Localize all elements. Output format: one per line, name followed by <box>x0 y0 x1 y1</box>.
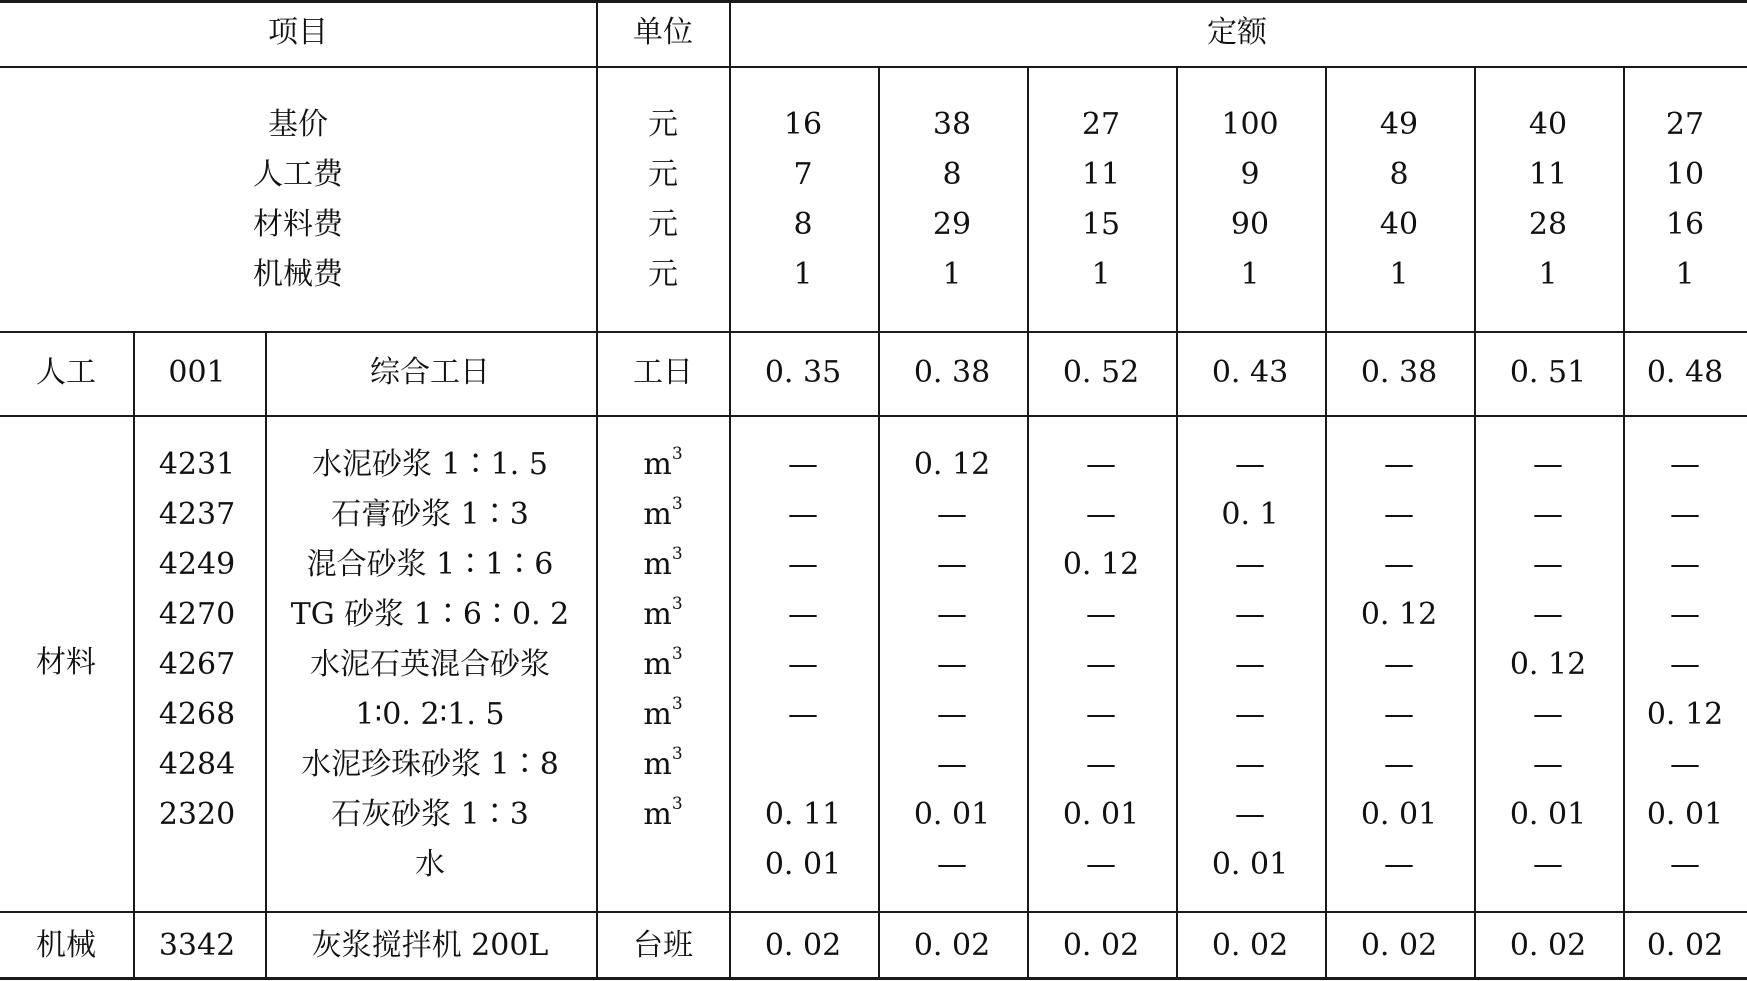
material-cell: 0. 12 <box>1360 597 1438 632</box>
material-column <box>1329 440 1469 890</box>
base-price-cell: 100 <box>1221 107 1279 142</box>
base-price-cell: 16 <box>783 107 823 142</box>
labor-value-cell: 0. 48 <box>1646 355 1724 390</box>
base-price-cell: 8 <box>1389 157 1409 192</box>
code-rule <box>265 331 267 979</box>
material-cell: — <box>1384 697 1414 732</box>
material-cell: — <box>1384 847 1414 882</box>
machinery-value-cell: 0. 02 <box>1211 928 1289 963</box>
labor-category: 人工 <box>36 355 96 390</box>
base-price-cell: 16 <box>1665 207 1705 242</box>
material-cell: — <box>1670 497 1700 532</box>
material-cell: — <box>1235 697 1265 732</box>
base-price-cell: 8 <box>793 207 813 242</box>
base-price-label: 材料费 <box>253 207 343 242</box>
col-rule-3 <box>1176 66 1178 979</box>
material-column <box>1031 440 1171 890</box>
category-rule <box>133 331 135 979</box>
material-cell: — <box>1533 747 1563 782</box>
material-column <box>1478 440 1618 890</box>
base-price-cell: 10 <box>1665 157 1705 192</box>
labor-unit: 工日 <box>633 355 693 390</box>
base-price-cell: 1 <box>1091 257 1111 292</box>
material-cell: 0. 12 <box>1062 547 1140 582</box>
col-rule-2 <box>1027 66 1029 979</box>
material-name: 石灰砂浆 1∶3 <box>331 797 529 832</box>
base-price-column <box>1478 100 1618 300</box>
base-price-label: 基价 <box>268 107 328 142</box>
base-price-cell: 28 <box>1528 207 1568 242</box>
base-price-cell: 9 <box>1240 157 1260 192</box>
base-price-label: 机械费 <box>253 257 343 292</box>
material-cell: 0. 11 <box>764 797 842 832</box>
base-price-cell: 1 <box>1538 257 1558 292</box>
material-cell: — <box>1235 447 1265 482</box>
material-cell: — <box>1533 497 1563 532</box>
base-price-cell: 15 <box>1081 207 1121 242</box>
base-price-unit: 元 <box>648 157 678 192</box>
material-name: TG 砂浆 1∶6∶0. 2 <box>290 597 570 632</box>
material-cell: — <box>1533 597 1563 632</box>
material-cell: 0. 01 <box>1646 797 1724 832</box>
base-price-column <box>1031 100 1171 300</box>
material-cell: — <box>1384 647 1414 682</box>
material-cell: 0. 01 <box>1360 797 1438 832</box>
base-price-labels <box>198 100 398 300</box>
materials-category: 材料 <box>36 645 96 680</box>
material-unit: $m^3$ <box>643 644 683 682</box>
base-price-unit: 元 <box>648 207 678 242</box>
material-cell: 0. 01 <box>1062 797 1140 832</box>
material-cell: — <box>1235 647 1265 682</box>
base-price-cell: 11 <box>1081 157 1121 192</box>
base-price-unit: 元 <box>648 107 678 142</box>
machinery-category: 机械 <box>36 928 96 963</box>
machinery-name: 灰浆搅拌机 200L <box>311 928 549 963</box>
material-cell: 0. 01 <box>764 847 842 882</box>
material-cell: 0. 01 <box>1211 847 1289 882</box>
unit-left-rule <box>596 0 598 979</box>
base-price-cell: 38 <box>932 107 972 142</box>
base-price-cell: 27 <box>1081 107 1121 142</box>
material-cell: — <box>937 697 967 732</box>
material-cell: — <box>1384 747 1414 782</box>
material-name: 石膏砂浆 1∶3 <box>331 497 529 532</box>
base-price-cell: 40 <box>1379 207 1419 242</box>
material-column <box>882 440 1022 890</box>
material-cell: — <box>937 497 967 532</box>
base-price-cell: 1 <box>793 257 813 292</box>
material-cell: — <box>788 647 818 682</box>
material-code: 4268 <box>158 697 236 732</box>
material-cell: — <box>1086 497 1116 532</box>
material-cell: — <box>1533 697 1563 732</box>
material-cell: — <box>1533 447 1563 482</box>
materials-names <box>270 440 590 890</box>
material-cell <box>733 740 873 790</box>
material-unit: $m^3$ <box>643 794 683 832</box>
header-quota: 定额 <box>1207 15 1267 50</box>
base-price-column <box>1329 100 1469 300</box>
material-unit: $m^3$ <box>643 694 683 732</box>
material-code: 2320 <box>158 797 236 832</box>
material-cell: — <box>1086 447 1116 482</box>
material-code: 4284 <box>158 747 236 782</box>
header-item: 项目 <box>268 15 328 50</box>
material-cell: — <box>1533 547 1563 582</box>
material-code: 4231 <box>158 447 236 482</box>
material-cell: — <box>788 547 818 582</box>
material-cell: — <box>788 697 818 732</box>
base-price-cell: 90 <box>1230 207 1270 242</box>
machinery-value-cell: 0. 02 <box>764 928 842 963</box>
labor-value-cell: 0. 52 <box>1062 355 1140 390</box>
material-column <box>733 440 873 890</box>
material-cell: — <box>1235 797 1265 832</box>
material-cell: — <box>1235 747 1265 782</box>
material-cell: — <box>1670 847 1700 882</box>
material-cell: — <box>1086 597 1116 632</box>
material-cell: — <box>1086 747 1116 782</box>
material-cell: — <box>1384 547 1414 582</box>
material-unit: $m^3$ <box>643 444 683 482</box>
base-price-column <box>1615 100 1747 300</box>
material-cell: — <box>937 647 967 682</box>
material-cell: — <box>1670 747 1700 782</box>
material-cell: — <box>1670 447 1700 482</box>
base-price-cell: 1 <box>1675 257 1695 292</box>
material-name: 1∶0. 2∶1. 5 <box>355 697 505 732</box>
base-price-unit: 元 <box>648 257 678 292</box>
labor-value-cell: 0. 51 <box>1509 355 1587 390</box>
base-price-cell: 1 <box>1240 257 1260 292</box>
machinery-unit: 台班 <box>633 928 693 963</box>
col-rule-1 <box>878 66 880 979</box>
material-cell: 0. 01 <box>1509 797 1587 832</box>
col-rule-4 <box>1325 66 1327 979</box>
material-name: 水泥珍珠砂浆 1∶8 <box>301 747 559 782</box>
base-price-cell: 1 <box>1389 257 1409 292</box>
material-cell: — <box>1533 847 1563 882</box>
base-price-units <box>623 100 703 300</box>
material-cell: 0. 12 <box>1646 697 1724 732</box>
material-cell: 0. 12 <box>913 447 991 482</box>
material-cell: — <box>1384 447 1414 482</box>
material-column <box>1180 440 1320 890</box>
material-cell: — <box>788 497 818 532</box>
material-cell: — <box>937 597 967 632</box>
header-unit: 单位 <box>633 15 693 50</box>
base-price-cell: 1 <box>942 257 962 292</box>
material-cell: — <box>1670 597 1700 632</box>
base-price-column <box>733 100 873 300</box>
base-price-cell: 27 <box>1665 107 1705 142</box>
material-cell: 0. 1 <box>1221 497 1279 532</box>
material-cell: — <box>1235 547 1265 582</box>
quota-left-rule <box>729 0 731 979</box>
machinery-value-cell: 0. 02 <box>913 928 991 963</box>
material-cell: 0. 01 <box>913 797 991 832</box>
material-cell: — <box>1086 697 1116 732</box>
table-bottom-rule <box>0 977 1747 980</box>
base-price-label: 人工费 <box>253 157 343 192</box>
machinery-code: 3342 <box>158 928 236 963</box>
machinery-value-cell: 0. 02 <box>1062 928 1140 963</box>
material-name: 水泥石英混合砂浆 <box>310 647 550 682</box>
machinery-value-cell: 0. 02 <box>1360 928 1438 963</box>
materials-rule <box>0 911 1747 913</box>
col-rule-5 <box>1474 66 1476 979</box>
material-code: 4249 <box>158 547 236 582</box>
base-price-column <box>1180 100 1320 300</box>
material-cell: 0. 12 <box>1509 647 1587 682</box>
machinery-value-cell: 0. 02 <box>1509 928 1587 963</box>
labor-value-cell: 0. 35 <box>764 355 842 390</box>
machinery-value-cell: 0. 02 <box>1646 928 1724 963</box>
base-price-cell: 49 <box>1379 107 1419 142</box>
table-top-rule <box>0 0 1747 3</box>
labor-name: 综合工日 <box>370 355 490 390</box>
labor-rule <box>0 415 1747 417</box>
material-cell: — <box>1235 597 1265 632</box>
material-cell: — <box>1670 647 1700 682</box>
base-price-cell: 11 <box>1528 157 1568 192</box>
labor-value-cell: 0. 38 <box>913 355 991 390</box>
material-unit: $m^3$ <box>643 744 683 782</box>
material-cell: — <box>937 547 967 582</box>
materials-codes <box>142 440 252 840</box>
material-cell: — <box>1384 497 1414 532</box>
material-cell: — <box>937 847 967 882</box>
material-code: 4267 <box>158 647 236 682</box>
base-price-cell: 8 <box>942 157 962 192</box>
material-cell: — <box>937 747 967 782</box>
material-cell: — <box>1086 647 1116 682</box>
base-price-rule <box>0 331 1747 333</box>
labor-code: 001 <box>168 355 226 390</box>
material-unit: $m^3$ <box>643 544 683 582</box>
material-unit: $m^3$ <box>643 594 683 632</box>
material-cell: — <box>788 597 818 632</box>
base-price-cell: 29 <box>932 207 972 242</box>
labor-value-cell: 0. 43 <box>1211 355 1289 390</box>
material-column <box>1615 440 1747 890</box>
material-name: 水泥砂浆 1∶1. 5 <box>312 447 548 482</box>
material-name: 混合砂浆 1∶1∶6 <box>306 547 554 582</box>
material-cell: — <box>788 447 818 482</box>
header-rule <box>0 66 1747 68</box>
labor-value-cell: 0. 38 <box>1360 355 1438 390</box>
base-price-cell: 7 <box>793 157 813 192</box>
material-name: 水 <box>415 847 445 882</box>
material-code: 4270 <box>158 597 236 632</box>
material-code: 4237 <box>158 497 236 532</box>
base-price-cell: 40 <box>1528 107 1568 142</box>
base-price-column <box>882 100 1022 300</box>
material-unit: $m^3$ <box>643 494 683 532</box>
materials-units <box>623 440 703 840</box>
material-cell: — <box>1086 847 1116 882</box>
material-cell: — <box>1670 547 1700 582</box>
